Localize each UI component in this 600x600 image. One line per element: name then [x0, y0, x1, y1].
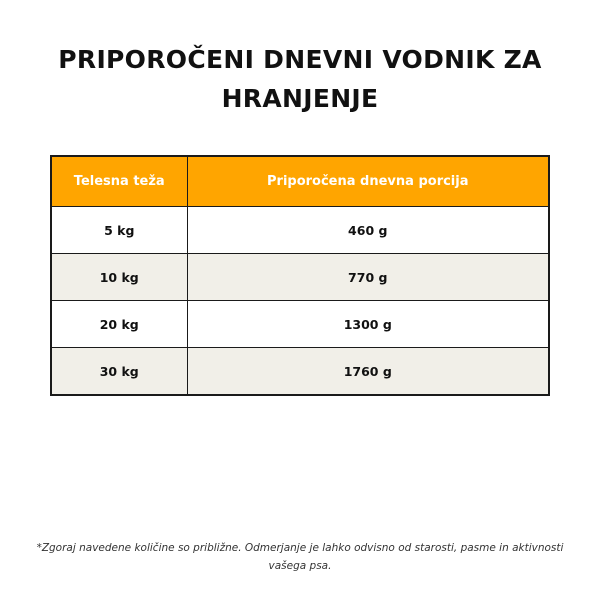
table-row — [51, 348, 549, 396]
page-title: PRIPOROČENI DNEVNI VODNIK ZA HRANJENJE — [58, 45, 542, 113]
cell-portion: 770 g — [187, 254, 549, 301]
cell-portion: 460 g — [187, 207, 549, 254]
cell-weight: 20 kg — [51, 301, 187, 348]
table-row — [51, 301, 549, 348]
table-row — [51, 207, 549, 254]
header-daily-portion: Priporočena dnevna porcija — [187, 156, 549, 207]
cell-portion: 1760 g — [187, 348, 549, 396]
header-body-weight: Telesna teža — [51, 156, 187, 207]
cell-weight: 30 kg — [51, 348, 187, 396]
cell-weight: 5 kg — [51, 207, 187, 254]
cell-portion: 1300 g — [187, 301, 549, 348]
table-row — [51, 254, 549, 301]
table-header-row — [51, 156, 549, 207]
feeding-table — [50, 155, 550, 396]
cell-weight: 10 kg — [51, 254, 187, 301]
footnote: *Zgoraj navedene količine so približne. Odmerjanje je lahko odvisno od starosti, pasme in aktivnosti vašega psa. — [36, 542, 564, 572]
